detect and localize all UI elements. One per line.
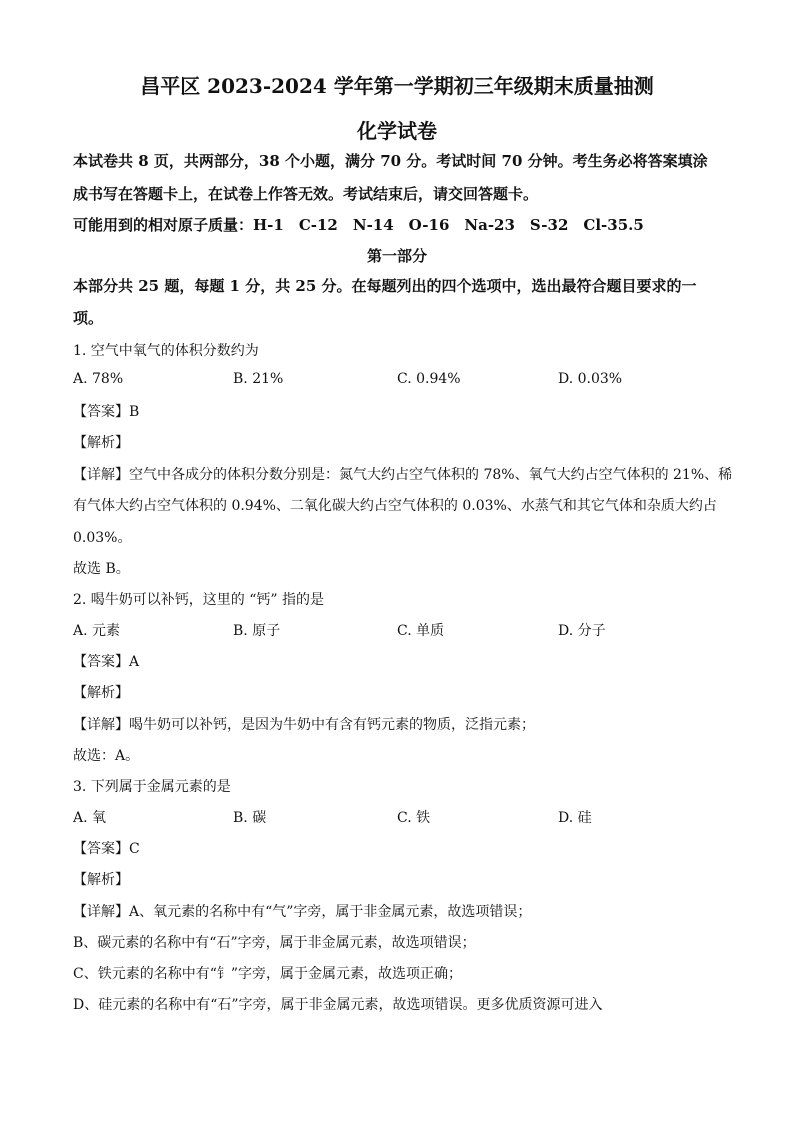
- q2-stem: 2. 喝牛奶可以补钙，这里的 “钙” 指的是: [73, 592, 325, 608]
- q2-analysis: 【解析】: [73, 685, 129, 701]
- q2-option-c: C. 单质: [397, 623, 445, 639]
- q3-analysis: 【解析】: [73, 872, 129, 888]
- q2-option-b: B. 原子: [233, 623, 281, 639]
- q3-detail-3: C、铁元素的名称中有“钅”字旁，属于金属元素，故选项正确；: [73, 966, 463, 982]
- q1-conclusion: 故选 B。: [73, 561, 130, 577]
- exam-title: 昌平区 2023-2024 学年第一学期初三年级期末质量抽测: [140, 74, 654, 98]
- section-desc-1: 本部分共 25 题，每题 1 分，共 25 分。在每题列出的四个选项中，选出最符合题目要求的一: [73, 277, 697, 295]
- q1-option-c: C. 0.94%: [397, 371, 461, 387]
- q1-option-b: B. 21%: [233, 371, 284, 387]
- q2-option-a: A. 元素: [73, 623, 121, 639]
- q1-stem: 1. 空气中氧气的体积分数约为: [73, 343, 259, 359]
- q1-option-a: A. 78%: [73, 371, 124, 387]
- q3-option-a: A. 氧: [73, 810, 107, 826]
- exam-subtitle: 化学试卷: [357, 119, 437, 143]
- q3-detail-1: 【详解】A、氧元素的名称中有“气”字旁，属于非金属元素，故选项错误；: [73, 904, 532, 920]
- intro-line-1: 本试卷共 8 页，共两部分，38 个小题，满分 70 分。考试时间 70 分钟。考生务必将答案填涂: [73, 152, 708, 170]
- q3-stem: 3. 下列属于金属元素的是: [73, 779, 231, 795]
- q1-detail-1: 【详解】空气中各成分的体积分数分别是：氮气大约占空气体积的 78%、氧气大约占空气体积的 21%、稀: [73, 467, 733, 483]
- q3-option-c: C. 铁: [397, 810, 431, 826]
- q3-option-d: D. 硅: [558, 810, 592, 826]
- atomic-masses: 可能用到的相对原子质量：H-1 C-12 N-14 O-16 Na-23 S-32 Cl-35.5: [73, 216, 644, 234]
- q2-conclusion: 故选：A。: [73, 748, 140, 764]
- q3-option-b: B. 碳: [233, 810, 267, 826]
- q3-answer: 【答案】C: [73, 841, 140, 857]
- q2-answer: 【答案】A: [73, 654, 140, 670]
- q2-option-d: D. 分子: [558, 623, 606, 639]
- q1-answer: 【答案】B: [73, 404, 140, 420]
- q1-analysis: 【解析】: [73, 435, 129, 451]
- q3-detail-4: D、硅元素的名称中有“石”字旁，属于非金属元素，故选项错误。更多优质资源可进入: [73, 997, 603, 1013]
- q1-detail-2: 有气体大约占空气体积的 0.94%、二氧化碳大约占空气体积的 0.03%、水蒸气和其它气体和杂质大约占: [73, 498, 717, 514]
- section-desc-2: 项。: [73, 309, 104, 327]
- q3-detail-2: B、碳元素的名称中有“石”字旁，属于非金属元素，故选项错误；: [73, 935, 476, 951]
- q2-detail-1: 【详解】喝牛奶可以补钙，是因为牛奶中有含有钙元素的物质，泛指元素；: [73, 717, 535, 733]
- q1-detail-3: 0.03%。: [73, 530, 132, 546]
- q1-option-d: D. 0.03%: [558, 371, 623, 387]
- section-title: 第一部分: [366, 247, 427, 265]
- intro-line-2: 成书写在答题卡上，在试卷上作答无效。考试结束后，请交回答题卡。: [73, 185, 539, 203]
